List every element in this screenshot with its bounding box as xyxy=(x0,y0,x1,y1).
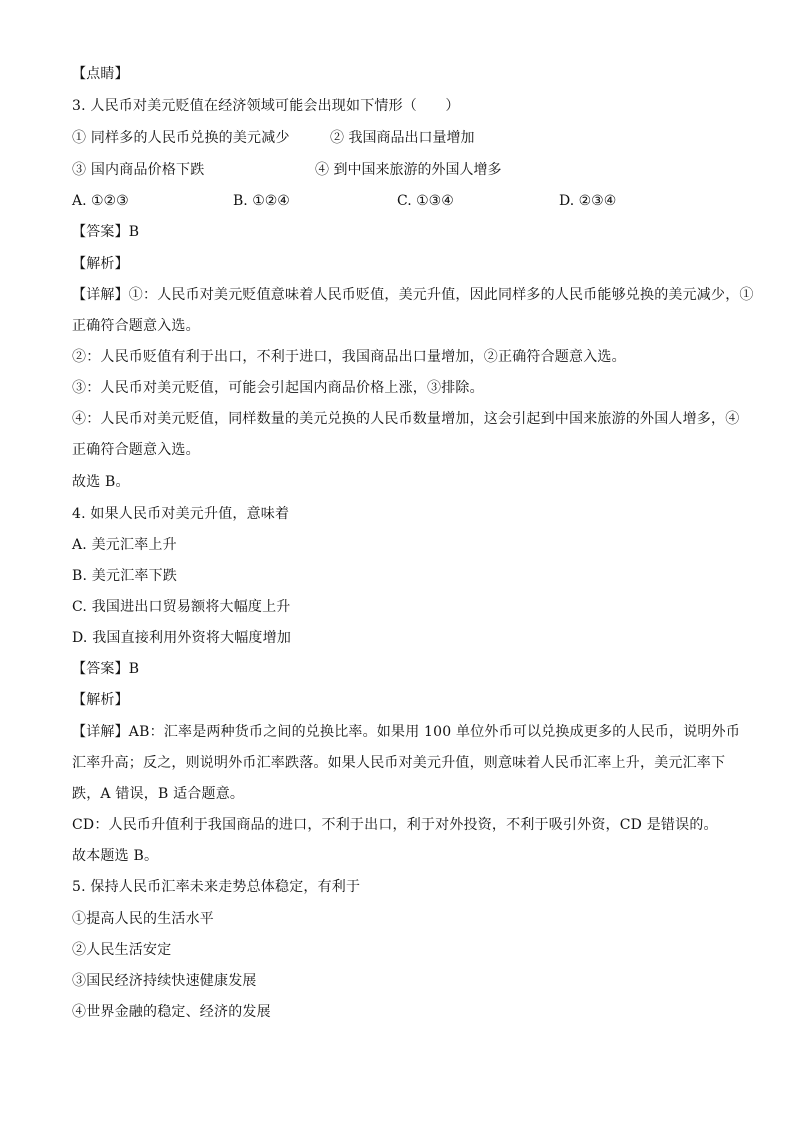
q4-conclusion: 故本题选 B。 xyxy=(72,848,159,864)
q5-item: ④世界金融的稳定、经济的发展 xyxy=(72,1004,271,1020)
q4-detail-line: 跌，A 错误，B 适合题意。 xyxy=(72,786,245,802)
q3-conclusion: 故选 B。 xyxy=(72,474,130,490)
q3-answer: 【答案】B xyxy=(72,224,140,240)
q5-item: ①提高人民的生活水平 xyxy=(72,911,214,927)
question-4-stem: 4. 如果人民币对美元升值，意味着 xyxy=(72,506,290,522)
q5-item: ②人民生活安定 xyxy=(72,942,172,958)
q3-statement-4: ④ 到中国来旅游的外国人增多 xyxy=(315,162,502,178)
q3-detail-line: ②：人民币贬值有利于出口，不利于进口，我国商品出口量增加，②正确符合题意入选。 xyxy=(72,349,626,365)
q3-analysis-label: 【解析】 xyxy=(72,256,129,272)
question-3-stem: 3. 人民币对美元贬值在经济领域可能会出现如下情形（ ） xyxy=(72,98,460,114)
q4-option-a: A. 美元汇率上升 xyxy=(72,537,177,553)
q4-detail-line: 汇率升高；反之，则说明外币汇率跌落。如果人民币对美元升值，则意味着人民币汇率上升，美元汇率下 xyxy=(72,755,726,771)
q4-detail-line: 【详解】AB：汇率是两种货币之间的兑换比率。如果用 100 单位外币可以兑换成更多的人民币，说明外币 xyxy=(72,724,741,740)
question-5-stem: 5. 保持人民币汇率未来走势总体稳定，有利于 xyxy=(72,879,361,895)
q4-analysis-label: 【解析】 xyxy=(72,692,129,708)
q3-detail-line: 正确符合题意入选。 xyxy=(72,318,200,334)
q4-option-b: B. 美元汇率下跌 xyxy=(72,568,177,584)
q3-statement-3: ③ 国内商品价格下跌 xyxy=(72,162,205,178)
q4-option-c: C. 我国进出口贸易额将大幅度上升 xyxy=(72,599,291,615)
q5-item: ③国民经济持续快速健康发展 xyxy=(72,973,257,989)
dianjing-label: 【点睛】 xyxy=(72,66,129,82)
q4-option-d: D. 我国直接利用外资将大幅度增加 xyxy=(72,630,292,646)
q3-option-a: A. ①②③ xyxy=(72,193,129,209)
q4-answer: 【答案】B xyxy=(72,661,140,677)
q3-option-d: D. ②③④ xyxy=(559,193,617,209)
q3-detail-line: ③：人民币对美元贬值，可能会引起国内商品价格上涨，③排除。 xyxy=(72,380,484,396)
q3-detail-line: ④：人民币对美元贬值，同样数量的美元兑换的人民币数量增加，这会引起到中国来旅游的外国人增多，④ xyxy=(72,411,740,427)
q3-option-b: B. ①②④ xyxy=(233,193,290,209)
q3-detail-line: 【详解】①：人民币对美元贬值意味着人民币贬值，美元升值，因此同样多的人民币能够兑换的美元减少，① xyxy=(72,287,754,303)
q3-option-c: C. ①③④ xyxy=(397,193,454,209)
q3-detail-line: 正确符合题意入选。 xyxy=(72,442,200,458)
q3-statement-2: ② 我国商品出口量增加 xyxy=(330,130,475,146)
q3-statement-1: ① 同样多的人民币兑换的美元减少 xyxy=(72,130,290,146)
q4-detail-line: CD：人民币升值利于我国商品的进口，不利于出口，利于对外投资，不利于吸引外资，CD 是错误的。 xyxy=(72,817,718,833)
